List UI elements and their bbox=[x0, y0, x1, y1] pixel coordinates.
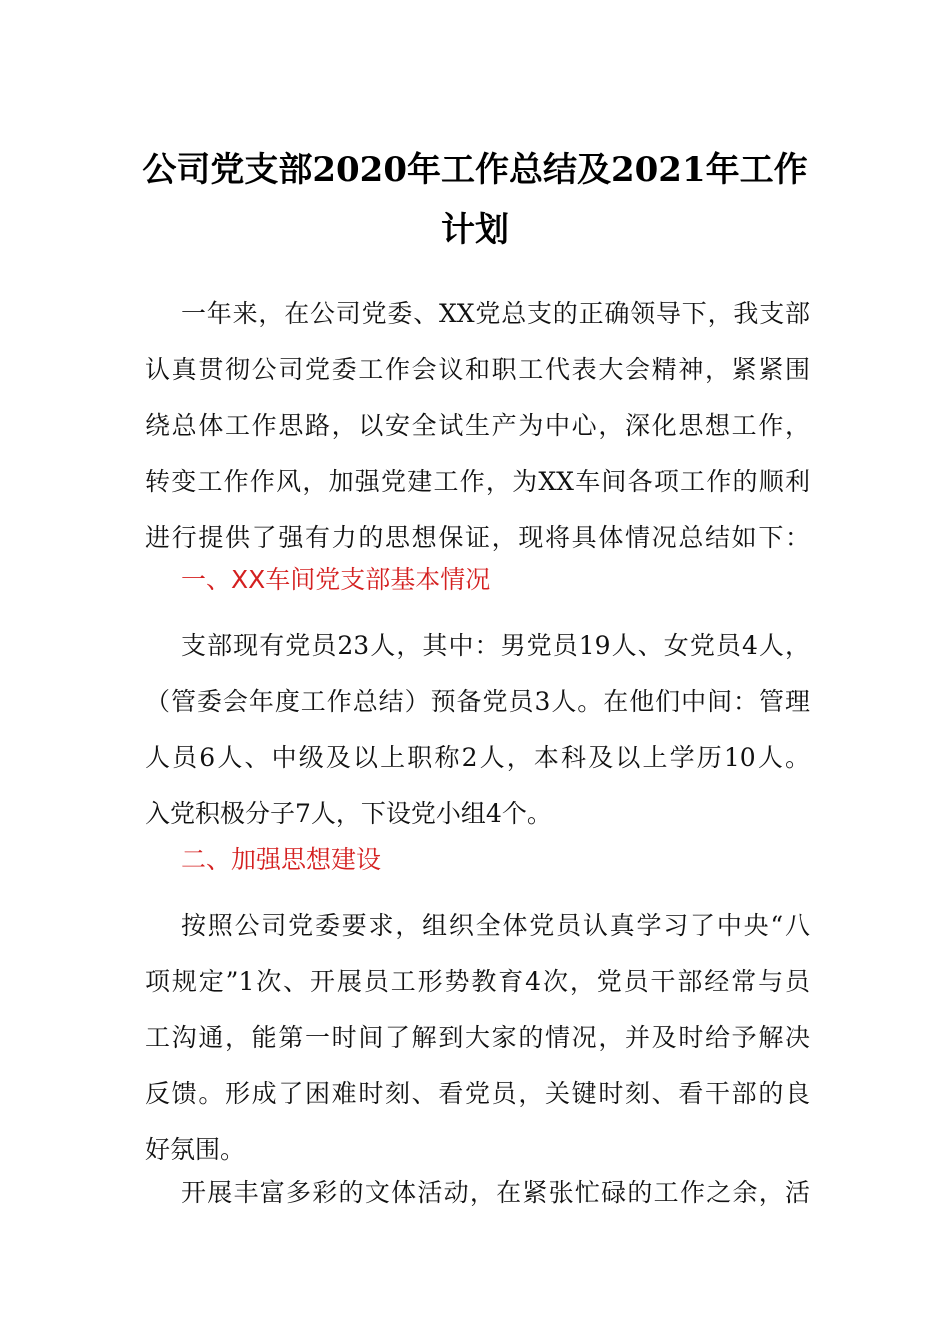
section-heading-basic-info: 一、XX车间党支部基本情况 bbox=[181, 565, 491, 594]
text-line: 绕总体工作思路，以安全试生产为中心，深化思想工作， bbox=[145, 411, 810, 440]
text-line: 按照公司党委要求，组织全体党员认真学习了中央“八 bbox=[181, 911, 810, 940]
section1-paragraph bbox=[145, 618, 810, 842]
intro-paragraph bbox=[145, 286, 810, 566]
text-line: 项规定”1次、开展员工形势教育4次，党员干部经常与员 bbox=[145, 967, 810, 996]
text-line: 转变工作作风，加强党建工作，为XX车间各项工作的顺利 bbox=[145, 467, 810, 496]
text-line: 人员6人、中级及以上职称2人，本科及以上学历10人。 bbox=[145, 743, 810, 772]
text-line: 入党积极分子7人，下设党小组4个。 bbox=[145, 799, 552, 828]
text-line: 工沟通，能第一时间了解到大家的情况，并及时给予解决 bbox=[145, 1023, 810, 1052]
text-line: 好氛围。 bbox=[145, 1135, 246, 1164]
text-line: 认真贯彻公司党委工作会议和职工代表大会精神，紧紧围 bbox=[145, 355, 810, 384]
text-line: 开展丰富多彩的文体活动，在紧张忙碌的工作之余，活 bbox=[181, 1178, 810, 1207]
text-line: 一年来，在公司党委、XX党总支的正确领导下，我支部 bbox=[181, 299, 810, 328]
text-line: 支部现有党员23人，其中：男党员19人、女党员4人， bbox=[181, 631, 810, 660]
section-heading-ideology: 二、加强思想建设 bbox=[181, 845, 382, 874]
text-line: （管委会年度工作总结）预备党员3人。在他们中间：管理 bbox=[145, 687, 810, 716]
document-title-line-1: 公司党支部2020年工作总结及2021年工作 bbox=[142, 150, 808, 190]
section2-paragraph-1 bbox=[145, 898, 810, 1178]
section2-paragraph-2 bbox=[145, 1165, 810, 1221]
document-title-line-2: 计划 bbox=[441, 210, 509, 250]
text-line: 进行提供了强有力的思想保证，现将具体情况总结如下： bbox=[145, 523, 810, 552]
text-line: 反馈。形成了困难时刻、看党员，关键时刻、看干部的良 bbox=[145, 1079, 810, 1108]
